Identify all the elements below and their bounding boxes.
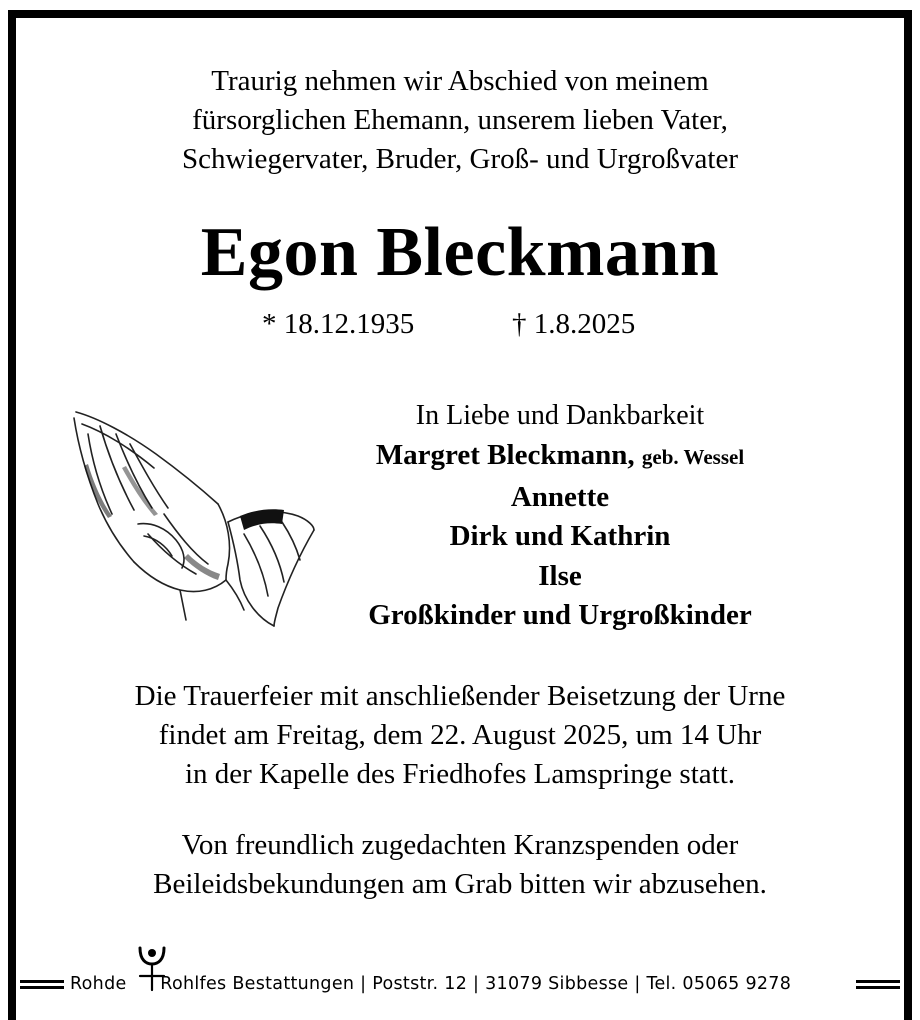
birth-date: * 18.12.1935	[262, 308, 415, 340]
footer-rule-right	[856, 980, 900, 983]
footer-rule-left	[20, 980, 64, 983]
intro-text	[0, 62, 920, 179]
footer-separator: |	[360, 974, 367, 994]
footer	[0, 958, 920, 1000]
praying-hands-icon	[68, 404, 318, 629]
service-line: findet am Freitag, dem 22. August 2025, um 14 Uhr	[158, 719, 762, 751]
mourners-heading: In Liebe und Dankbarkeit	[415, 400, 705, 431]
mourners-block	[330, 396, 790, 636]
footer-rule-right	[856, 986, 900, 989]
mourner-name: Dirk und Kathrin	[449, 520, 671, 552]
intro-line: Schwiegervater, Bruder, Groß- und Urgroßvater	[181, 143, 738, 175]
service-info	[0, 677, 920, 794]
deceased-name: Egon Bleckmann	[200, 214, 720, 291]
footer-separator: |	[634, 974, 641, 994]
footer-company-b: Rohlfes Bestattungen	[160, 974, 355, 994]
footer-separator: |	[473, 974, 480, 994]
intro-line: fürsorglichen Ehemann, unserem lieben Vater,	[192, 104, 728, 136]
mourner-name: Ilse	[538, 559, 582, 592]
service-line: Die Trauerfeier mit anschließender Beisetzung der Urne	[134, 680, 786, 712]
footer-city: 31079 Sibbesse	[485, 974, 629, 994]
request-line: Von freundlich zugedachten Kranzspenden oder	[181, 829, 739, 861]
mourner-name: Großkinder und Urgroßkinder	[368, 599, 752, 631]
footer-phone: Tel. 05065 9278	[646, 974, 792, 994]
request-text	[0, 826, 920, 904]
footer-contact	[70, 974, 850, 994]
footer-company-a: Rohde	[70, 974, 127, 994]
footer-rule-left	[20, 986, 64, 989]
footer-street: Poststr. 12	[372, 974, 468, 994]
death-date: † 1.8.2025	[512, 308, 636, 340]
mourner-name	[330, 436, 790, 478]
request-line: Beileidsbekundungen am Grab bitten wir abzusehen.	[153, 868, 767, 900]
service-line: in der Kapelle des Friedhofes Lamspringe statt.	[184, 758, 736, 790]
mourner-maiden-name: geb. Wessel	[641, 445, 745, 469]
mourner-name-text: Margret Bleckmann,	[375, 439, 635, 471]
intro-line: Traurig nehmen wir Abschied von meinem	[211, 65, 709, 97]
mourner-name: Annette	[510, 480, 610, 513]
